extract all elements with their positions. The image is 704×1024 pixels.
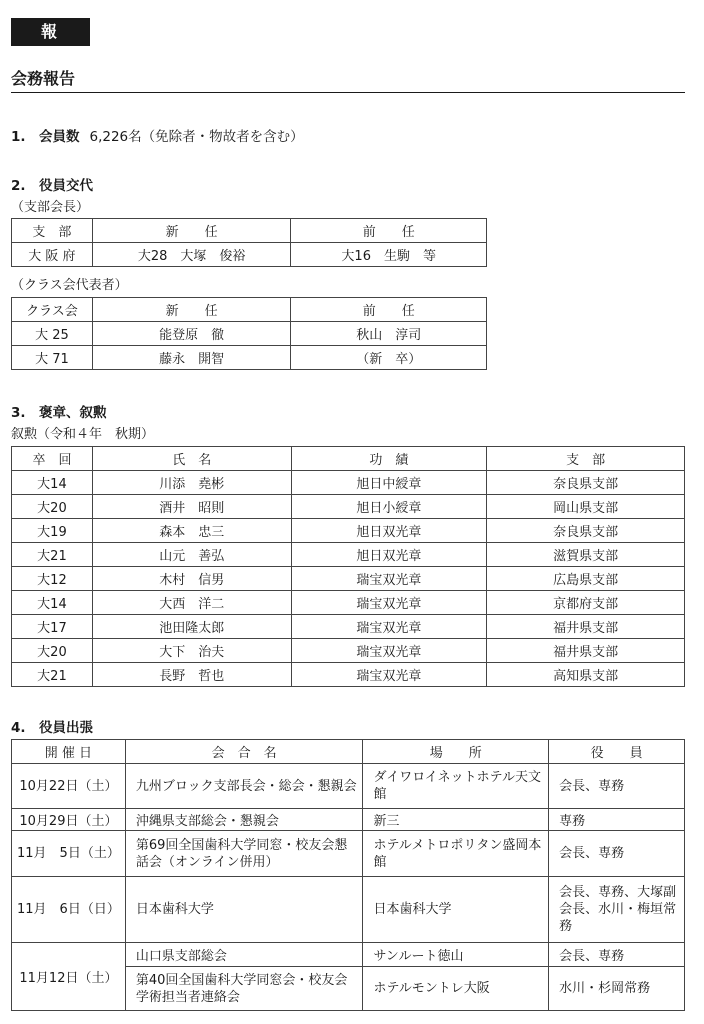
section-honors bbox=[11, 401, 107, 421]
class-year-cell: 大20 bbox=[12, 495, 93, 519]
meeting-cell: 第40回全国歯科大学同窓会・校友会学術担当者連絡会 bbox=[125, 967, 363, 1011]
class-year-cell: 大20 bbox=[12, 639, 93, 663]
place-cell: 新三 bbox=[363, 809, 549, 831]
table-cell: 藤永 開智 bbox=[92, 346, 291, 370]
table-row bbox=[12, 943, 685, 967]
table-cell: 大16 生駒 等 bbox=[291, 243, 487, 267]
table-row bbox=[12, 831, 685, 877]
decoration-cell: 瑞宝双光章 bbox=[291, 567, 487, 591]
branch-cell: 広島県支部 bbox=[487, 567, 685, 591]
branch-caption: （支部会長） bbox=[11, 200, 90, 215]
name-cell: 山元 善弘 bbox=[92, 543, 291, 567]
table-row bbox=[12, 663, 685, 687]
honors-table bbox=[11, 446, 685, 687]
place-cell: 日本歯科大学 bbox=[363, 877, 549, 943]
class-caption: （クラス会代表者） bbox=[11, 278, 128, 293]
class-year-cell: 大19 bbox=[12, 519, 93, 543]
branch-cell: 福井県支部 bbox=[487, 639, 685, 663]
table-row bbox=[12, 615, 685, 639]
class-year-cell: 大21 bbox=[12, 543, 93, 567]
header-cell: 支 部 bbox=[487, 447, 685, 471]
table-row bbox=[12, 764, 685, 809]
officers-cell: 会長、専務、大塚副会長、水川・梅垣常務 bbox=[549, 877, 685, 943]
place-cell: サンルート徳山 bbox=[363, 943, 549, 967]
branch-head-table bbox=[11, 218, 487, 267]
decoration-cell: 旭日小綬章 bbox=[291, 495, 487, 519]
table-row bbox=[12, 495, 685, 519]
table-header-row bbox=[12, 298, 487, 322]
place-cell: ダイワロイネットホテル天文館 bbox=[363, 764, 549, 809]
name-cell: 大下 治夫 bbox=[92, 639, 291, 663]
honors-body bbox=[12, 471, 685, 687]
class-year-cell: 大17 bbox=[12, 615, 93, 639]
table-row bbox=[12, 519, 685, 543]
officers-cell: 会長、専務 bbox=[549, 943, 685, 967]
header-cell: 卒 回 bbox=[12, 447, 93, 471]
branch-cell: 高知県支部 bbox=[487, 663, 685, 687]
branch-cell: 福井県支部 bbox=[487, 615, 685, 639]
section-officer-change bbox=[11, 174, 93, 194]
meeting-cell: 日本歯科大学 bbox=[125, 877, 363, 943]
table-header-row bbox=[12, 219, 487, 243]
meeting-cell: 九州ブロック支部長会・総会・懇親会 bbox=[125, 764, 363, 809]
class-year-cell: 大14 bbox=[12, 471, 93, 495]
section-business-trips bbox=[11, 716, 93, 736]
report-tag: 報 告 bbox=[11, 18, 90, 46]
header-cell: 支 部 bbox=[12, 219, 93, 243]
place-cell: ホテルメトロポリタン盛岡本館 bbox=[363, 831, 549, 877]
decoration-cell: 旭日中綬章 bbox=[291, 471, 487, 495]
header-cell: 開 催 日 bbox=[12, 740, 126, 764]
officers-cell: 水川・杉岡常務 bbox=[549, 967, 685, 1011]
section-number: 2. bbox=[11, 178, 26, 194]
name-cell: 池田隆太郎 bbox=[92, 615, 291, 639]
date-cell: 11月12日（土） bbox=[12, 943, 126, 1011]
date-cell: 11月 5日（土） bbox=[12, 831, 126, 877]
branch-cell: 京都府支部 bbox=[487, 591, 685, 615]
table-cell: 大 25 bbox=[12, 322, 93, 346]
section-title: 役員交代 bbox=[39, 178, 93, 194]
table-row bbox=[12, 591, 685, 615]
class-year-cell: 大21 bbox=[12, 663, 93, 687]
table-row bbox=[12, 639, 685, 663]
class-year-cell: 大12 bbox=[12, 567, 93, 591]
header-cell: クラス会 bbox=[12, 298, 93, 322]
table-row bbox=[12, 346, 487, 370]
name-cell: 森本 忠三 bbox=[92, 519, 291, 543]
branch-cell: 滋賀県支部 bbox=[487, 543, 685, 567]
name-cell: 木村 信男 bbox=[92, 567, 291, 591]
table-header-row bbox=[12, 447, 685, 471]
section-title: 役員出張 bbox=[39, 720, 93, 736]
name-cell: 長野 哲也 bbox=[92, 663, 291, 687]
header-cell: 功 績 bbox=[291, 447, 487, 471]
section-member-count bbox=[11, 125, 304, 145]
decoration-cell: 瑞宝双光章 bbox=[291, 663, 487, 687]
name-cell: 酒井 昭則 bbox=[92, 495, 291, 519]
decoration-cell: 瑞宝双光章 bbox=[291, 591, 487, 615]
table-cell: （新 卒） bbox=[291, 346, 487, 370]
member-count-value: 6,226名（免除者・物故者を含む） bbox=[89, 129, 304, 145]
table-row bbox=[12, 809, 685, 831]
branch-cell: 岡山県支部 bbox=[487, 495, 685, 519]
officers-cell: 専務 bbox=[549, 809, 685, 831]
class-year-cell: 大14 bbox=[12, 591, 93, 615]
decoration-cell: 旭日双光章 bbox=[291, 519, 487, 543]
name-cell: 川添 堯彬 bbox=[92, 471, 291, 495]
table-cell: 大 阪 府 bbox=[12, 243, 93, 267]
decoration-cell: 瑞宝双光章 bbox=[291, 639, 487, 663]
section-number: 4. bbox=[11, 720, 26, 736]
page-title: 会務報告 bbox=[11, 69, 76, 88]
class-rep-table bbox=[11, 297, 487, 370]
name-cell: 大西 洋二 bbox=[92, 591, 291, 615]
header-cell: 新 任 bbox=[92, 219, 291, 243]
table-cell: 能登原 徹 bbox=[92, 322, 291, 346]
branch-cell: 奈良県支部 bbox=[487, 471, 685, 495]
trips-table bbox=[11, 739, 685, 1011]
meeting-cell: 沖縄県支部総会・懇親会 bbox=[125, 809, 363, 831]
meeting-cell: 山口県支部総会 bbox=[125, 943, 363, 967]
title-divider bbox=[11, 92, 685, 93]
date-cell: 10月29日（土） bbox=[12, 809, 126, 831]
branch-cell: 奈良県支部 bbox=[487, 519, 685, 543]
table-cell: 大28 大塚 俊裕 bbox=[92, 243, 291, 267]
decoration-cell: 瑞宝双光章 bbox=[291, 615, 487, 639]
section-number: 3. bbox=[11, 405, 26, 421]
table-row bbox=[12, 322, 487, 346]
header-cell: 前 任 bbox=[291, 219, 487, 243]
date-cell: 10月22日（土） bbox=[12, 764, 126, 809]
decoration-cell: 旭日双光章 bbox=[291, 543, 487, 567]
honors-caption: 叙勲（令和４年 秋期） bbox=[11, 427, 155, 442]
date-cell: 11月 6日（日） bbox=[12, 877, 126, 943]
section-title: 褒章、叙勲 bbox=[39, 405, 107, 421]
place-cell: ホテルモントレ大阪 bbox=[363, 967, 549, 1011]
header-cell: 氏 名 bbox=[92, 447, 291, 471]
table-row bbox=[12, 877, 685, 943]
table-cell: 大 71 bbox=[12, 346, 93, 370]
officers-cell: 会長、専務 bbox=[549, 764, 685, 809]
section-title: 会員数 bbox=[39, 129, 80, 145]
table-row bbox=[12, 471, 685, 495]
header-cell: 役 員 bbox=[549, 740, 685, 764]
section-number: 1. bbox=[11, 129, 26, 145]
table-row bbox=[12, 243, 487, 267]
table-row bbox=[12, 543, 685, 567]
officers-cell: 会長、専務 bbox=[549, 831, 685, 877]
table-row bbox=[12, 567, 685, 591]
meeting-cell: 第69回全国歯科大学同窓・校友会懇話会（オンライン併用） bbox=[125, 831, 363, 877]
header-cell: 会 合 名 bbox=[125, 740, 363, 764]
header-cell: 場 所 bbox=[363, 740, 549, 764]
table-cell: 秋山 淳司 bbox=[291, 322, 487, 346]
table-header-row bbox=[12, 740, 685, 764]
header-cell: 前 任 bbox=[291, 298, 487, 322]
header-cell: 新 任 bbox=[92, 298, 291, 322]
